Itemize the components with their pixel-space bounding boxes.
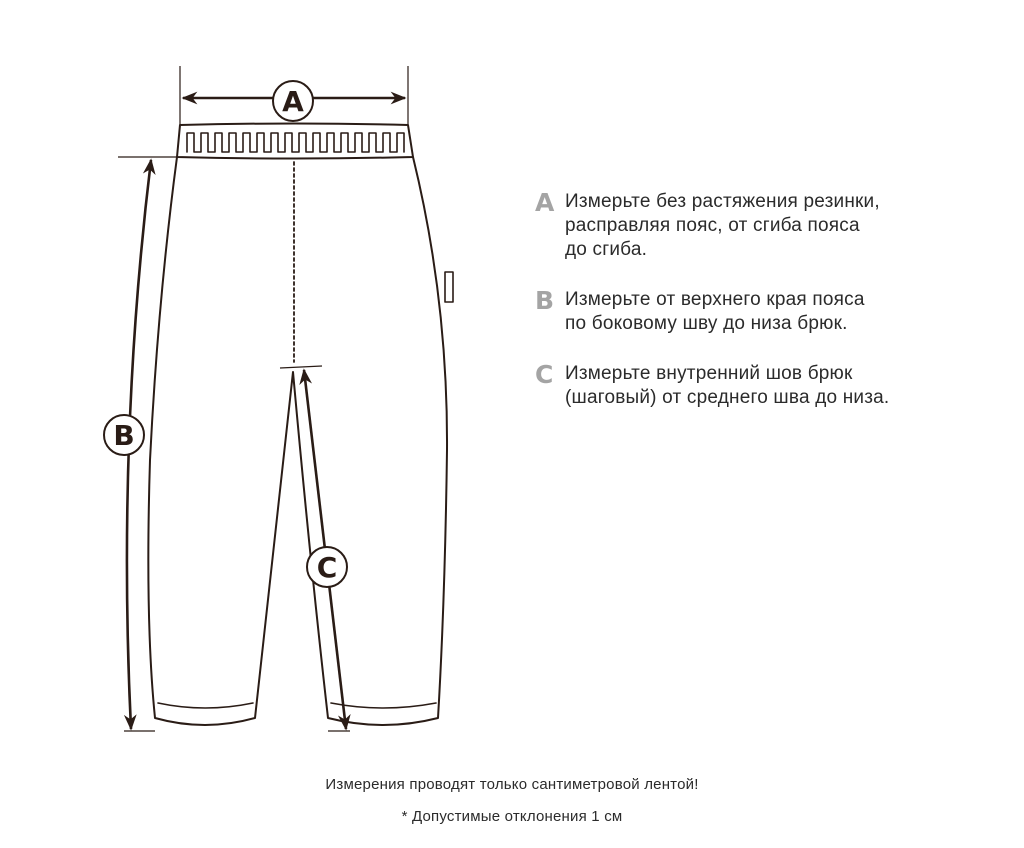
footer-tape-note: Измерения проводят только сантиметровой лентой! xyxy=(325,776,699,793)
instruction-a-text: Измерьте без растяжения резинки, расправляя пояс, от сгиба пояса до сгиба. xyxy=(565,191,880,260)
instruction-c xyxy=(535,362,1005,410)
instruction-a xyxy=(535,190,1005,262)
left-hem xyxy=(158,703,253,708)
instruction-c-text: Измерьте внутренний шов брюк (шаговый) от среднего шва до низа. xyxy=(565,363,890,408)
instruction-b-text: Измерьте от верхнего края пояса по боковому шву до низа брюк. xyxy=(565,289,865,334)
side-tag xyxy=(445,272,453,302)
instruction-a-letter: A xyxy=(535,188,555,217)
pants-body xyxy=(148,157,447,725)
instruction-b-letter: B xyxy=(535,286,555,315)
pants-outline xyxy=(148,124,453,726)
instruction-c-letter: C xyxy=(535,360,554,389)
measure-c xyxy=(280,366,350,731)
instructions-list xyxy=(535,190,1005,436)
footer-tolerance-note: * Допустимые отклонения 1 см xyxy=(401,808,623,825)
marker-b-label: B xyxy=(113,419,135,452)
instruction-b xyxy=(535,288,1005,336)
marker-a-label: A xyxy=(282,85,304,118)
measure-a xyxy=(180,66,408,125)
waistband xyxy=(177,124,413,159)
measure-c-extension-top xyxy=(280,366,322,368)
right-hem xyxy=(331,703,436,708)
marker-c-label: C xyxy=(316,551,338,584)
